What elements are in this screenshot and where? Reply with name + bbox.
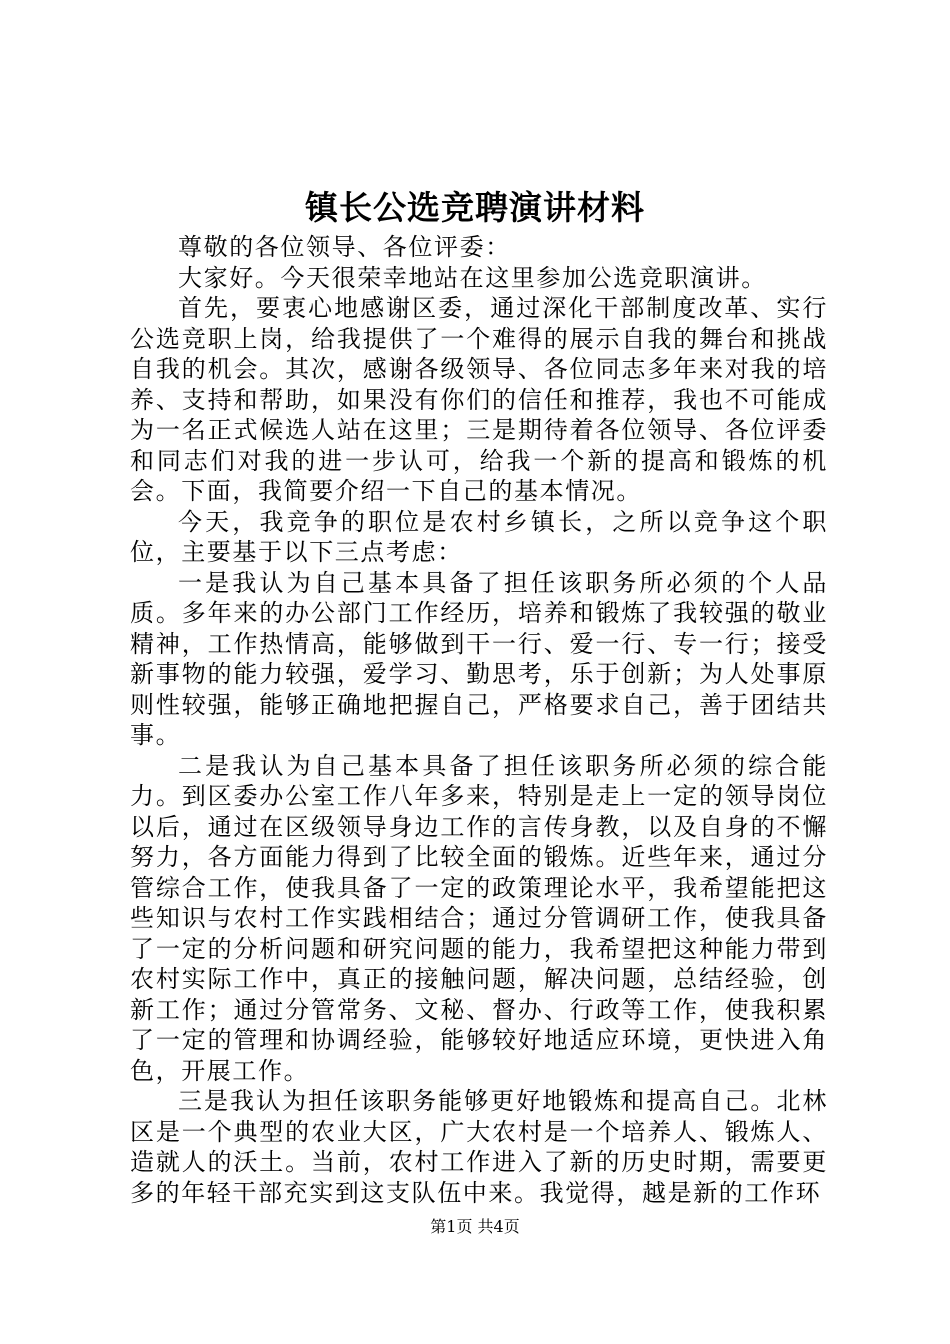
document-body bbox=[130, 232, 828, 1208]
page-number-footer: 第1页 共4页 bbox=[430, 1217, 520, 1236]
salutation-paragraph: 尊敬的各位领导、各位评委： bbox=[178, 233, 511, 261]
reason-one-paragraph: 一是我认为自己基本具备了担任该职务所必须的个人品质。多年来的办公部门工作经历，培养和锻炼了我较强的敬业精神，工作热情高，能够做到干一行、爱一行、专一行；接受新事物的能力较强，爱学习、勤思考，乐于创新；为人处事原则性较强，能够正确地把握自己，严格要求自己，善于团结共事。 bbox=[130, 568, 828, 749]
document-title: 镇长公选竞聘演讲材料 bbox=[305, 188, 645, 227]
greeting-paragraph: 大家好。今天很荣幸地站在这里参加公选竞职演讲。 bbox=[178, 263, 767, 292]
reason-three-paragraph: 三是我认为担任该职务能够更好地锻炼和提高自己。北林区是一个典型的农业大区，广大农村是一个培养人、锻炼人、造就人的沃土。当前，农村工作进入了新的历史时期，需要更多的年轻干部充实到这支队伍中来。我觉得，越是新的工作环 bbox=[130, 1087, 828, 1207]
position-paragraph: 今天，我竞争的职位是农村乡镇长，之所以竞争这个职位，主要基于以下三点考虑： bbox=[130, 507, 828, 566]
reason-two-paragraph: 二是我认为自己基本具备了担任该职务所必须的综合能力。到区委办公室工作八年多来，特别是走上一定的领导岗位以后，通过在区级领导身边工作的言传身教，以及自身的不懈努力，各方面能力得到了比较全面的锻炼。近些年来，通过分管综合工作，使我具备了一定的政策理论水平，我希望能把这些知识与农村工作实践相结合；通过分管调研工作，使我具备了一定的分析问题和研究问题的能力，我希望把这种能力带到农村实际工作中，真正的接触问题，解决问题，总结经验，创新工作；通过分管常务、文秘、督办、行政等工作，使我积累了一定的管理和协调经验，能够较好地适应环境，更快进入角色，开展工作。 bbox=[130, 751, 828, 1085]
thanks-paragraph: 首先，要衷心地感谢区委，通过深化干部制度改革、实行公选竞职上岗，给我提供了一个难得的展示自我的舞台和挑战自我的机会。其次，感谢各级领导、各位同志多年来对我的培养、支持和帮助，如果没有你们的信任和推荐，我也不可能成为一名正式候选人站在这里；三是期待着各位领导、各位评委和同志们对我的进一步认可，给我一个新的提高和锻炼的机会。下面，我简要介绍一下自己的基本情况。 bbox=[130, 294, 828, 505]
